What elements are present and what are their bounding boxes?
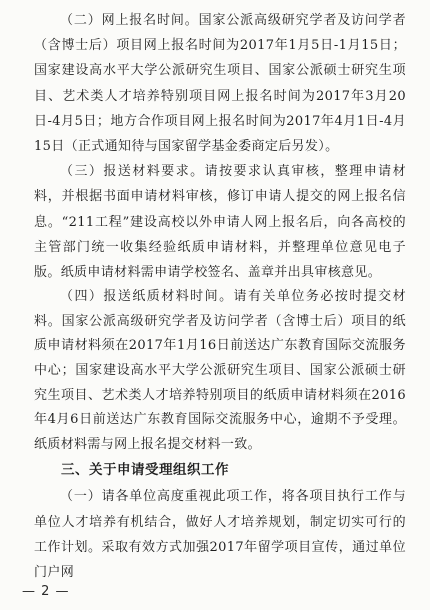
body-text	[34, 8, 406, 585]
paragraph-paper-submission-time: （四）报送纸质材料时间。请有关单位务必按时提交材料。国家公派高级研究学者及访问学者（含博士后）项目的纸质申请材料须在2017年1月16日前送达广东教育国际交流服务中心；国家建设高水平大学公派研究生项目、国家公派硕士研究生项目、艺术类人才培养特别项目的纸质申请材料须在2016年4月6日前送达广东教育国际交流服务中心，逾期不予受理。纸质材料需与网上报名提交材料一致。	[34, 289, 406, 452]
section-heading: 三、关于申请受理组织工作	[61, 462, 229, 479]
paragraph-online-registration-time: （二）网上报名时间。国家公派高级研究学者及访问学者（含博士后）项目网上报名时间为2017年1月5日-1月15日；国家建设高水平大学公派研究生项目、国家公派硕士研究生项目、艺术类人才培养特别项目网上报名时间为2017年3月20日-4月5日；地方合作项目网上报名时间为2017年4月1日-4月15日（正式通知待与国家留学基金委商定后另发）。	[34, 13, 406, 155]
paragraph-submission-requirements: （三）报送材料要求。请按要求认真审核，整理申请材料，并根据书面申请材料审核，修订申请人提交的网上报名信息。“211工程”建设高校以外申请人网上报名后，向各高校的主管部门统一收集经验纸质申请材料，并整理单位意见电子版。纸质申请材料需申请学校签名、盖章并出具审核意见。	[34, 164, 406, 281]
page-number: — 2 —	[22, 584, 70, 599]
paragraph-organization-work: （一）请各单位高度重视此项工作，将各项目执行工作与单位人才培养有机结合，做好人才培养规划，制定切实可行的工作计划。采取有效方式加强2017年留学项目宣传，通过单位门户网	[34, 489, 406, 580]
